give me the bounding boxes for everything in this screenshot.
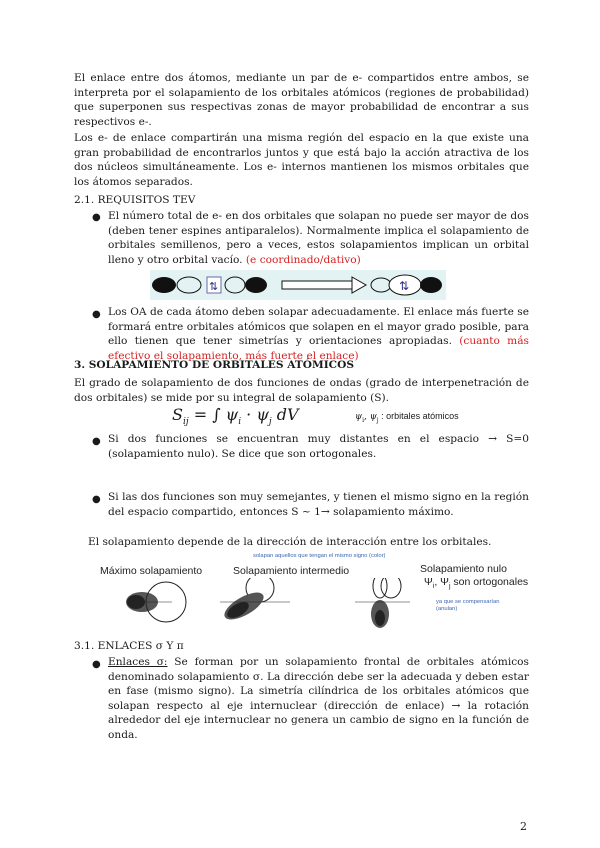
- bullet-icon: ●: [92, 436, 101, 447]
- max-overlap-label: Máximo solapamiento: [100, 565, 203, 577]
- figure-note-right-1: ya que se compensarían: [436, 599, 500, 605]
- page-number: 2: [520, 820, 527, 833]
- overlap-max-bullet: Si las dos funciones son muy semejantes, y tienen el mismo signo en la región del espacio compartido, entonces S ~ 1→ solapamiento máximo.: [108, 491, 529, 518]
- figure-note-top: solapan aquellos que tengan el mismo signo (color): [253, 553, 386, 559]
- bullet-icon: ●: [92, 212, 101, 223]
- intro-paragraph-2: Los e- de enlace compartirán una misma región del espacio en la que existe una gran probabilidad de encontrarlos juntos y que está bajo la acción atractiva de los dos núcleos simultáneamente. Los e- internos mantienen los mismos orbitales que los átomos separados.: [74, 132, 529, 188]
- svg-text:⇅: ⇅: [209, 280, 219, 293]
- direction-paragraph: El solapamiento depende de la dirección de interacción entre los orbitales.: [88, 536, 492, 548]
- figure-note-right-2: (anulan): [436, 606, 458, 612]
- mid-overlap-label: Solapamiento intermedio: [233, 565, 350, 577]
- requisito-1: El número total de e- en dos orbitales que solapan no puede ser mayor de dos (deben tener espines antiparalelos). Normalmente implica el solapamiento de orbitales semillenos, pero a veces, estos solapamientos implican un orbital lleno y otro orbital vacío. (e coordinado/dativo): [108, 210, 529, 266]
- section-3-1-heading: 3.1. ENLACES σ Y π: [74, 640, 184, 652]
- intro-paragraph-1: El enlace entre dos átomos, mediante un par de e- compartidos entre ambos, se interpreta por el solapamiento de los orbitales atómicos (regiones de probabilidad) que superponen sus respectivas zonas de mayor probabilidad de encontrar a sus respectivos e-.: [74, 72, 529, 128]
- orthogonal-label: $\Psi_i$, $\Psi_j$ son ortogonales: [424, 576, 529, 591]
- orbital-overlap-diagram: [150, 270, 446, 300]
- overlap-integral-formula: $S_{ij}$ = ∫ $\psi_i \cdot \psi_j$ dV: [172, 405, 299, 428]
- bullet-icon: ●: [92, 494, 101, 505]
- sigma-bond-bullet: Enlaces σ: Se forman por un solapamiento frontal de orbitales atómicos denominado solapamiento σ. La dirección debe ser la adecuada y deben estar en fase (mismo signo). La simetría cilíndrica de los orbitales atómicos que solapan respecto al eje internuclear (dirección de enlace) → la rotación alrededor del eje internuclear no genera un cambio de signo en la función de onda.: [108, 656, 529, 741]
- section-2-1-heading: 2.1. REQUISITOS TEV: [74, 194, 196, 206]
- bullet-icon: ●: [92, 309, 101, 320]
- svg-text:⇅: ⇅: [399, 279, 410, 293]
- mid-overlap-orbitals: [220, 578, 290, 625]
- max-overlap-orbitals: [126, 582, 186, 622]
- requisito-2: Los OA de cada átomo deben solapar adecuadamente. El enlace más fuerte se formará entre orbitales atómicos que solapen en el mayor grado posible, para ello tienen que tener simetrías y orientaciones apropiadas. (cuanto más efectivo el solapamiento, más fuerte el enlace): [108, 306, 529, 362]
- null-overlap-label: Solapamiento nulo: [420, 563, 507, 575]
- overlap-types-diagram: [120, 578, 420, 638]
- formula-note: $\psi_i$, $\psi_j$ : orbitales atómicos: [355, 411, 459, 424]
- bullet-icon: ●: [92, 659, 101, 670]
- section-3-heading: 3. SOLAPAMIENTO DE ORBITALES ATÓMICOS: [74, 359, 354, 371]
- orbital-box-spin-icon: [207, 277, 221, 293]
- overlap-null-bullet: Si dos funciones se encuentran muy distantes en el espacio → S=0 (solapamiento nulo). Se dice que son ortogonales.: [108, 433, 529, 460]
- null-overlap-orbitals: [355, 578, 410, 628]
- section-3-paragraph: El grado de solapamiento de dos funciones de ondas (grado de interpenetración de dos orbitales) se mide por su integral de solapamiento (S).: [74, 377, 529, 404]
